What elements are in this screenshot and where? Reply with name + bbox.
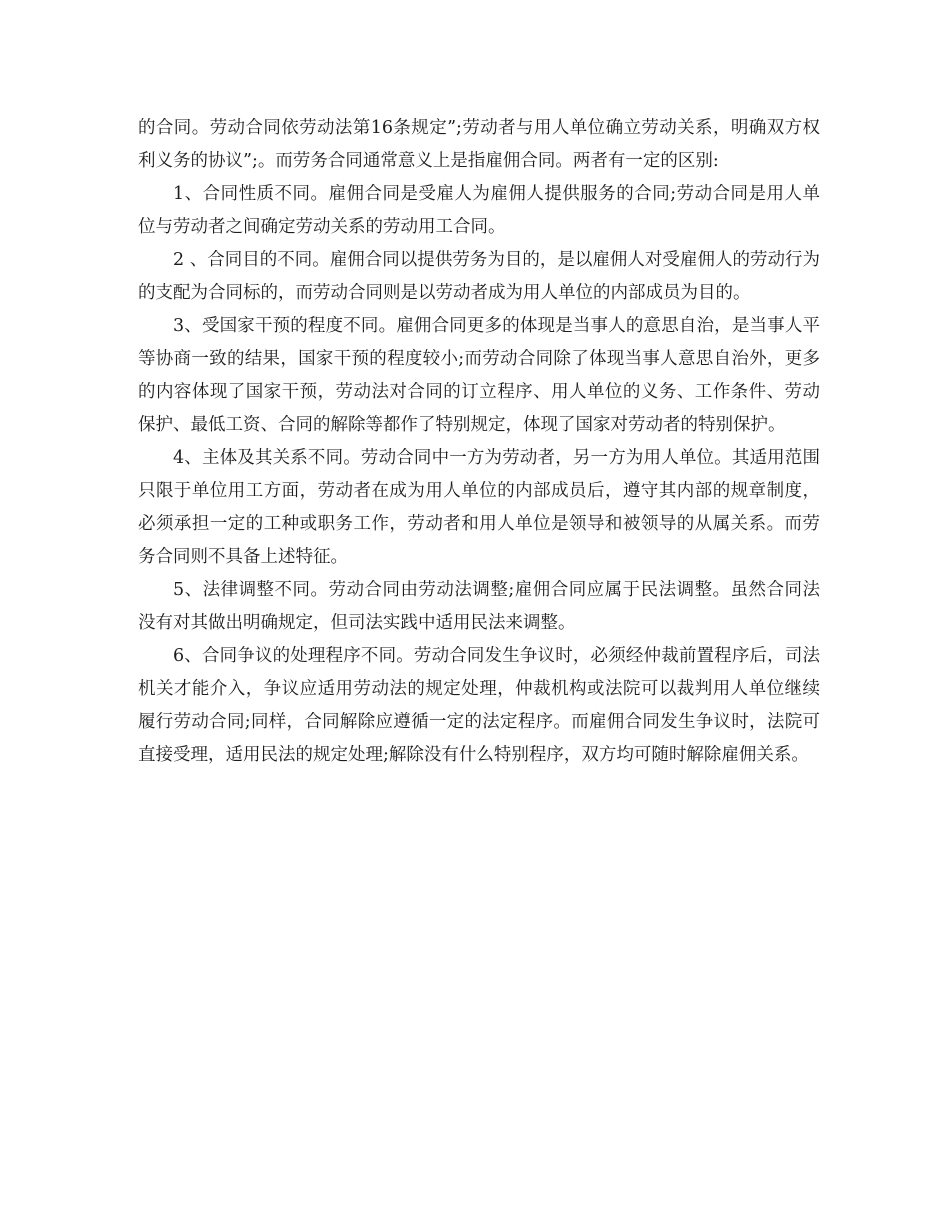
paragraph-item-6: 6、合同争议的处理程序不同。劳动合同发生争议时，必须经仲裁前置程序后，司法机关才能介入，争议应适用劳动法的规定处理，仲裁机构或法院可以裁判用人单位继续履行劳动合同;同样，合同解除应遵循一定的法定程序。而雇佣合同发生争议时，法院可直接受理，适用民法的规定处理;解除没有什么特别程序，双方均可随时解除雇佣关系。: [138, 646, 820, 765]
paragraph-item-3: 3、受国家干预的程度不同。雇佣合同更多的体现是当事人的意思自治，是当事人平等协商一致的结果，国家干预的程度较小;而劳动合同除了体现当事人意思自治外，更多的内容体现了国家干预，劳动法对合同的订立程序、用人单位的义务、工作条件、劳动保护、最低工资、合同的解除等都作了特别规定，体现了国家对劳动者的特别保护。: [138, 316, 820, 435]
document-body: [138, 112, 820, 772]
paragraph-item-5: 5、法律调整不同。劳动合同由劳动法调整;雇佣合同应属于民法调整。虽然合同法没有对其做出明确规定，但司法实践中适用民法来调整。: [138, 580, 820, 633]
paragraph-continuation: 的合同。劳动合同依劳动法第16条规定”;劳动者与用人单位确立劳动关系，明确双方权利义务的协议”;。而劳务合同通常意义上是指雇佣合同。两者有一定的区别:: [138, 118, 820, 171]
paragraph-item-2: 2 、合同目的不同。雇佣合同以提供劳务为目的，是以雇佣人对受雇佣人的劳动行为的支配为合同标的，而劳动合同则是以劳动者成为用人单位的内部成员为目的。: [138, 250, 820, 303]
paragraph-item-1: 1、合同性质不同。雇佣合同是受雇人为雇佣人提供服务的合同;劳动合同是用人单位与劳动者之间确定劳动关系的劳动用工合同。: [138, 184, 820, 237]
paragraph-item-4: 4、主体及其关系不同。劳动合同中一方为劳动者，另一方为用人单位。其适用范围只限于单位用工方面，劳动者在成为用人单位的内部成员后，遵守其内部的规章制度，必须承担一定的工种或职务工作，劳动者和用人单位是领导和被领导的从属关系。而劳务合同则不具备上述特征。: [138, 448, 820, 567]
